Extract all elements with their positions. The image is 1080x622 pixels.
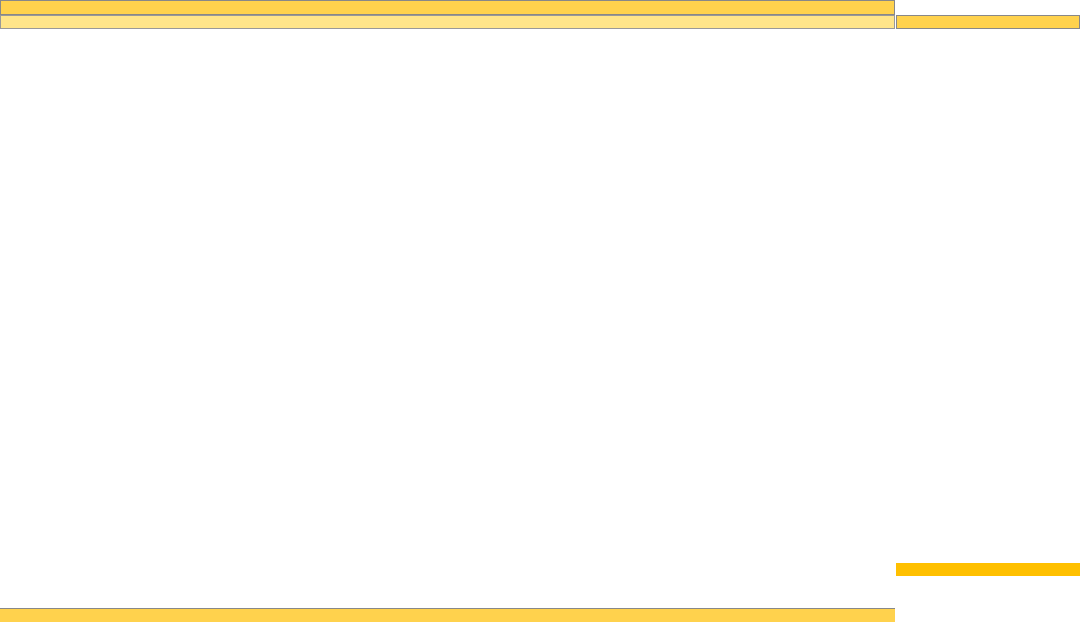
page-subtitle xyxy=(0,15,895,29)
page-title xyxy=(0,0,895,15)
metal-resist-note xyxy=(896,563,1080,576)
items-title xyxy=(896,15,1080,29)
page-footer xyxy=(0,608,895,622)
